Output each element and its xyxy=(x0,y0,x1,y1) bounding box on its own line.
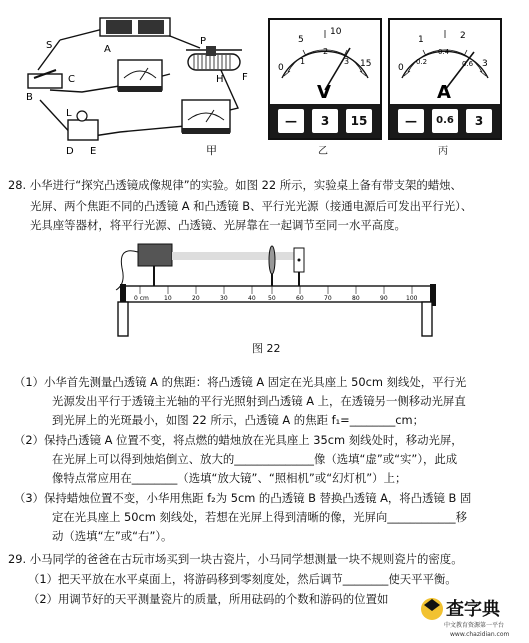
a-unit: A xyxy=(437,82,451,103)
a-scale-1: 1 xyxy=(418,35,424,45)
q28-sub-3b: 定在光具座上 50cm 刻线处，若想在光屏上得到清晰的像，光屏向____________移 xyxy=(52,510,467,524)
watermark-sub: 中文教育资源第一平台 xyxy=(444,622,505,629)
q28-sub-2c: 像特点常应用在________（选填“放大镜”、“照相机”或“幻灯机”）上； xyxy=(52,471,407,485)
a-terminal-06: 0.6 xyxy=(432,109,458,133)
v-sub-1: 1 xyxy=(300,57,306,66)
q29-line-2: （1）把天平放在水平桌面上，将游码移到零刻度处，然后调节________使天平平衡。 xyxy=(28,572,457,586)
q28-line-2: 光屏、两个焦距不同的凸透镜 A 和凸透镜 B、平行光光源（接通电源后可发出平行光）、 xyxy=(30,199,473,213)
figure-22-caption: 图 22 xyxy=(252,342,281,355)
a-scale-0: 0 xyxy=(398,63,404,73)
v-terminal-neg: — xyxy=(278,109,304,133)
v-scale-5: 5 xyxy=(298,35,304,45)
caption-jia: 甲 xyxy=(206,144,217,156)
v-sub-3: 3 xyxy=(344,57,350,66)
voltmeter xyxy=(268,18,382,140)
caption-bing: 丙 xyxy=(438,146,448,157)
q28-line-1: 28. 小华进行“探究凸透镜成像规律”的实验。如图 22 所示，实验桌上备有带支架的蜡烛、 xyxy=(8,178,462,192)
v-terminal-3: 3 xyxy=(312,109,338,133)
q28-sub-1b: 光源发出平行于透镜主光轴的平行光照射到凸透镜 A 上，在透镜另一侧移动光屏直 xyxy=(52,394,466,408)
q28-sub-1c: 到光屏上的光斑最小，如图 22 所示，凸透镜 A 的焦距 f₁=________cm； xyxy=(52,413,425,427)
label-l: L xyxy=(66,108,72,119)
v-unit: V xyxy=(317,82,331,103)
ruler-70: 70 xyxy=(324,295,332,302)
label-b: B xyxy=(26,92,33,103)
q28-sub-1a: （1）小华首先测量凸透镜 A 的焦距：将凸透镜 A 固定在光具座上 50cm 刻线处，平行光 xyxy=(14,375,467,389)
label-s: S xyxy=(46,40,53,51)
ruler-10: 10 xyxy=(164,295,172,302)
label-a: A xyxy=(104,44,111,55)
label-d: D xyxy=(66,146,74,156)
caption-yi: 乙 xyxy=(318,146,328,157)
ruler-60: 60 xyxy=(296,295,304,302)
v-scale-10: 10 xyxy=(330,27,342,37)
ammeter-terminals xyxy=(390,104,500,138)
ammeter xyxy=(388,18,502,140)
a-terminal-neg: — xyxy=(398,109,424,133)
a-sub-06: 0.6 xyxy=(462,60,474,68)
v-terminal-15: 15 xyxy=(346,109,372,133)
label-c: C xyxy=(68,74,75,85)
chazidian-watermark xyxy=(418,589,526,639)
ruler-0: 0 cm xyxy=(134,295,149,302)
q28-sub-3a: （3）保持蜡烛位置不变，小华用焦距 f₂为 5cm 的凸透镜 B 替换凸透镜 A，将凸透镜 B 固 xyxy=(14,491,472,505)
ruler-20: 20 xyxy=(192,295,200,302)
ruler-40: 40 xyxy=(248,295,256,302)
q29-line-3: （2）用调节好的天平测量瓷片的质量，所用砝码的个数和游码的位置如 xyxy=(28,592,389,606)
watermark-graphic xyxy=(418,589,526,639)
a-scale-2: 2 xyxy=(460,31,466,41)
ruler-50: 50 xyxy=(268,295,276,302)
ruler-100: 100 xyxy=(406,295,418,302)
optical-bench-figure xyxy=(110,238,440,338)
label-f: F xyxy=(242,72,248,83)
v-scale-0: 0 xyxy=(278,63,284,73)
v-sub-2: 2 xyxy=(323,47,329,56)
ammeter-dial xyxy=(390,20,500,104)
voltmeter-dial xyxy=(270,20,380,104)
voltmeter-terminals xyxy=(270,104,380,138)
watermark-brand: 查字典 xyxy=(446,599,500,620)
v-scale-15: 15 xyxy=(360,59,372,69)
a-sub-02: 0.2 xyxy=(416,58,428,66)
a-terminal-3: 3 xyxy=(466,109,492,133)
ruler-80: 80 xyxy=(352,295,360,302)
label-p: P xyxy=(200,36,207,47)
q28-sub-3c: 动（选填“左”或“右”）。 xyxy=(52,529,173,543)
label-e: E xyxy=(90,146,97,156)
q28-sub-2b: 在光屏上可以得到烛焰倒立、放大的______________像（选填“虚”或“实”），此成 xyxy=(52,452,458,466)
ruler-90: 90 xyxy=(380,295,388,302)
ruler-30: 30 xyxy=(220,295,228,302)
a-scale-3: 3 xyxy=(482,59,488,69)
q29-line-1: 29. 小马同学的爸爸在古玩市场买到一块古瓷片，小马同学想测量一块不规则瓷片的密度。 xyxy=(8,552,463,566)
label-h: H xyxy=(216,74,224,85)
q28-line-3: 光具座等器材，将平行光源、凸透镜、光屏靠在一起调节至同一水平高度。 xyxy=(30,218,406,232)
a-sub-04: 0.4 xyxy=(438,48,450,56)
q28-sub-2a: （2）保持凸透镜 A 位置不变，将点燃的蜡烛放在光具座上 35cm 刻线处时，移动光屏， xyxy=(14,433,463,447)
watermark-url: www.chazidian.com xyxy=(450,631,510,638)
circuit-diagram xyxy=(20,8,260,156)
